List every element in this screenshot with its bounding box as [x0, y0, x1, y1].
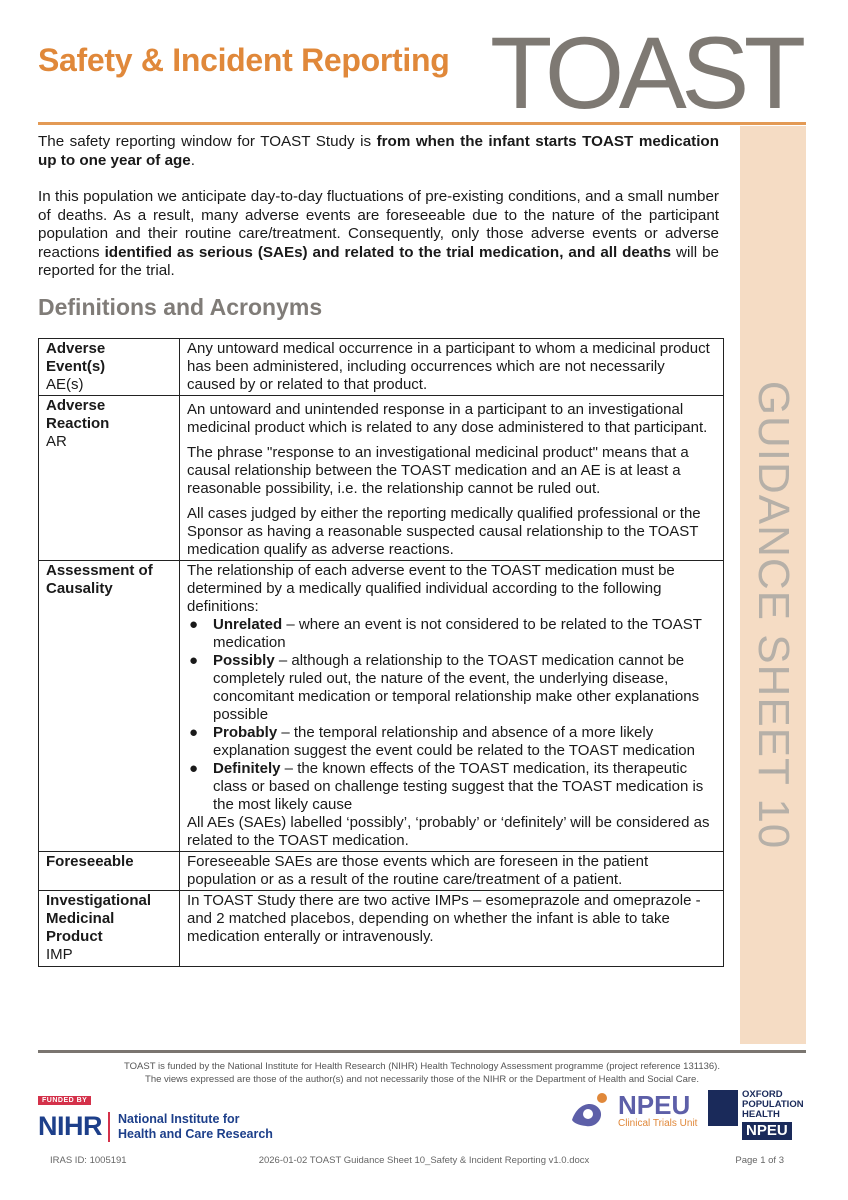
oxford-crest-icon — [708, 1090, 738, 1126]
bullet-icon: ● — [189, 760, 199, 777]
bullet-icon: ● — [189, 616, 199, 633]
page-title: Safety & Incident Reporting — [38, 42, 450, 78]
bullet-icon: ● — [189, 724, 199, 741]
table-row — [39, 396, 724, 561]
list-item: ● Probably – the temporal relationship and absence of a more likely explanation suggest the event could be related to the TOAST medication — [189, 724, 695, 759]
nihr-divider — [108, 1112, 110, 1142]
list-item: ● Possibly – although a relationship to the TOAST medication cannot be completely ruled out, the nature of the event, the underlying disease, concomitant medication or temporal relationship make other explanations possible — [189, 652, 700, 723]
causality-list — [187, 616, 717, 814]
nihr-full-name: National Institute for Health and Care Research — [118, 1111, 273, 1141]
table-row — [39, 852, 724, 891]
definition-cell: The relationship of each adverse event to the TOAST medication must be determined by a medically qualified individual according to the following definitions: ● Unrelated – where an event is not considered to be related to the TOAST medication ● Possibly – although a relationship to the TOAST medication cannot be completely ruled out, the nature of the event, the underlying disease, concomitant medication or temporal relationship make other explanations possible ● Probably – the temporal relationship and absence of a more likely explanation suggest the event could be related to the TOAST medication ● Definitely – the known effects of the TOAST medication, its therapeutic class or based on challenge testing suggest that the TOAST medication is the most likely cause All AEs (SAEs) labelled ‘possibly’, ‘probably’ or ‘definitely’ will be considered as related to the TOAST medication. — [180, 561, 724, 852]
table-row — [39, 339, 724, 396]
list-item: ● Definitely – the known effects of the TOAST medication, its therapeutic class or based on challenge testing suggest that the TOAST medication is the most likely cause — [189, 760, 704, 813]
definitions-table — [38, 338, 724, 967]
table-row — [39, 891, 724, 967]
guidance-sheet-label: GUIDANCE SHEET 10 — [749, 380, 798, 850]
table-row — [39, 561, 724, 852]
definition-cell: In TOAST Study there are two active IMPs – esomeprazole and omeprazole - and 2 matched placebos, depending on whether the infant is able to take medication enterally or intravenously. — [180, 891, 724, 967]
intro-text — [38, 133, 719, 299]
funding-statement: TOAST is funded by the National Institute for Health Research (NIHR) Health Technology Assessment programme (project reference 131136). The views expressed are those of the author(s) and not necessarily those of the NIHR or the Department of Health and Social Care. — [124, 1061, 720, 1085]
term-cell: Adverse Event(s) AE(s) — [39, 339, 180, 396]
footer-rule — [38, 1050, 806, 1053]
list-item: ● Unrelated – where an event is not considered to be related to the TOAST medication — [189, 616, 702, 651]
toast-logo-title: TOAST — [490, 24, 806, 120]
funded-by-badge: FUNDED BY — [38, 1096, 91, 1105]
iras-id: IRAS ID: 1005191 — [50, 1155, 127, 1166]
term-cell: Foreseeable — [39, 852, 180, 891]
npeu-ctu-logo: NPEU Clinical Trials Unit — [568, 1090, 697, 1130]
term-cell: Adverse Reaction AR — [39, 396, 180, 561]
definition-cell: An untoward and unintended response in a participant to an investigational medicinal product which is related to any dose administered to that participant. The phrase "response to an investigational medicinal product" means that a causal relationship between the TOAST medication and an AE is at least a reasonable possibility, i.e. the relationship cannot be ruled out. All cases judged by either the reporting medically qualified professional or the Sponsor as having a reasonable suspected causal relationship to the TOAST medication qualify as adverse reactions. — [180, 396, 724, 561]
term-cell: Assessment of Causality — [39, 561, 180, 852]
intro-paragraph-1: The safety reporting window for TOAST Study is from when the infant starts TOAST medication up to one year of age. — [38, 133, 719, 169]
oxford-population-health-logo: OXFORD POPULATION HEALTH NPEU — [708, 1090, 804, 1140]
document-reference: 2026-01-02 TOAST Guidance Sheet 10_Safety & Incident Reporting v1.0.docx — [258, 1155, 590, 1166]
intro-paragraph-2: In this population we anticipate day-to-day fluctuations of pre-existing conditions, and a small number of deaths. As a result, many adverse events are foreseeable due to the nature of the participant population and their routine care/treatment. Consequently, only those adverse events or adverse reactions identified as serious (SAEs) and related to the trial medication, and all deaths will be reported for the trial. — [38, 188, 719, 279]
page-number: Page 1 of 3 — [735, 1155, 784, 1166]
toast-logo — [490, 24, 810, 120]
header-rule — [38, 122, 806, 125]
definition-cell: Foreseeable SAEs are those events which are foreseen in the patient population or as a result of the routine care/treatment of a patient. — [180, 852, 724, 891]
nihr-logo — [38, 1089, 273, 1142]
term-cell: Investigational Medicinal Product IMP — [39, 891, 180, 967]
definitions-heading: Definitions and Acronyms — [38, 294, 323, 320]
definition-cell: Any untoward medical occurrence in a participant to whom a medicinal product has been administered, including occurrences which are not necessarily caused by or related to that product. — [180, 339, 724, 396]
npeu-figure-icon — [568, 1090, 614, 1130]
nihr-wordmark: NIHR — [38, 1111, 102, 1141]
bullet-icon: ● — [189, 652, 199, 669]
